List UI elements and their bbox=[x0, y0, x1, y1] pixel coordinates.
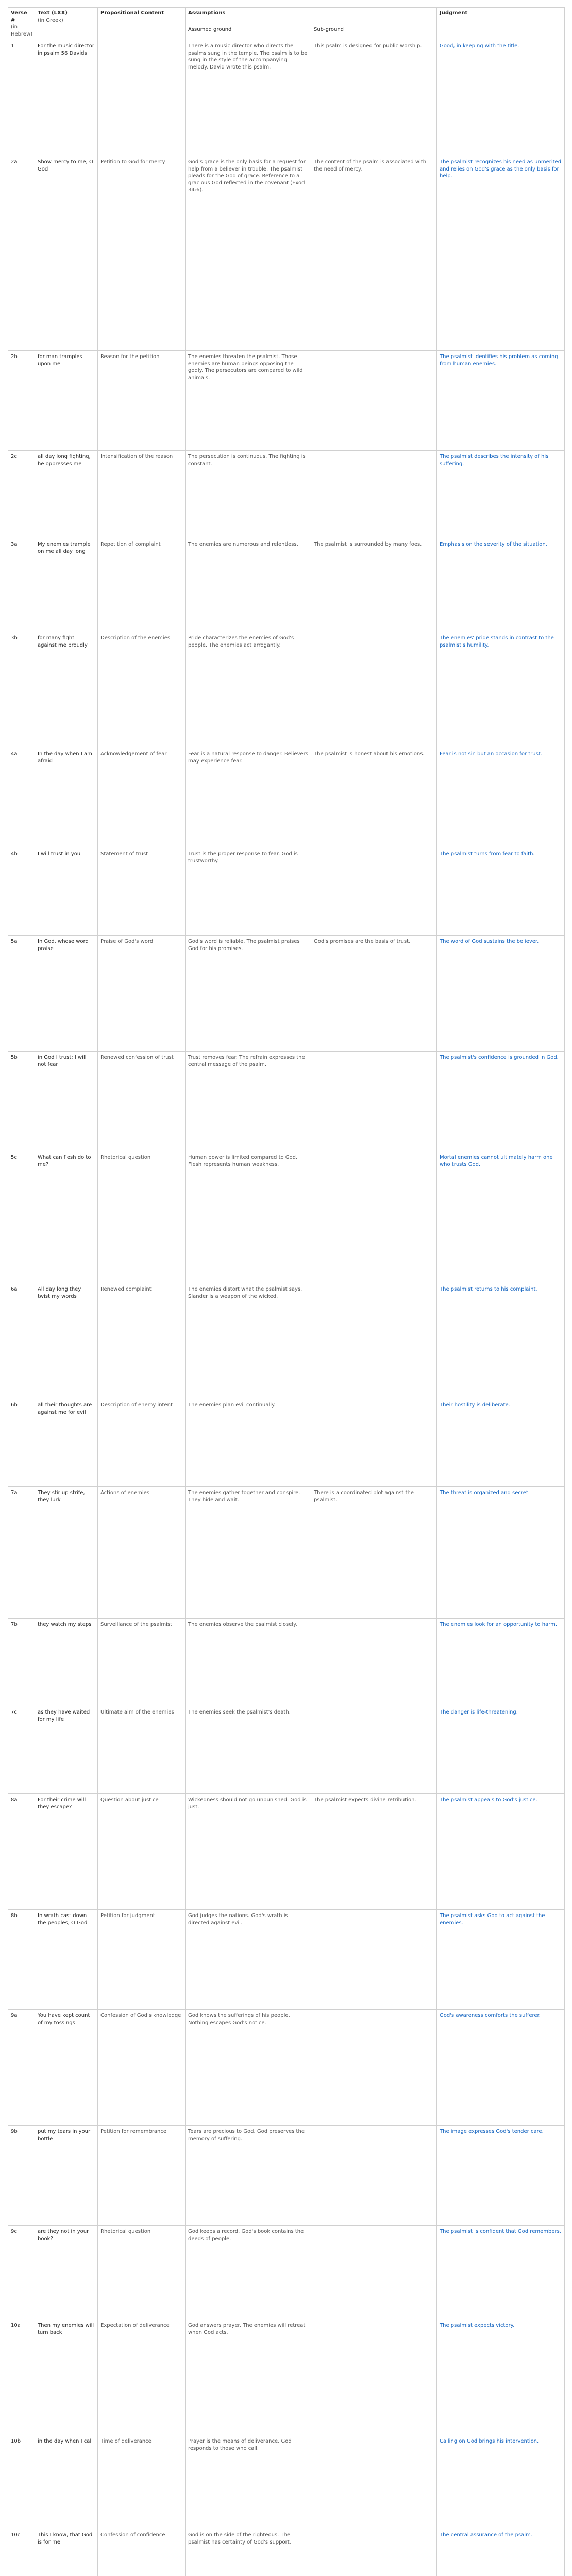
cell-assumed-ground: The enemies gather together and conspire. They hide and wait. bbox=[186, 1487, 311, 1619]
cell-propositional: Acknowledgement of fear bbox=[98, 748, 186, 848]
cell-propositional: Description of enemy intent bbox=[98, 1399, 186, 1487]
header-text-label: Text (LXX) bbox=[38, 10, 68, 16]
cell-text: For their crime will they escape? bbox=[35, 1794, 98, 1910]
cell-verse: 6b bbox=[8, 1399, 35, 1487]
cell-text: put my tears in your bottle bbox=[35, 2126, 98, 2226]
cell-text: are they not in your book? bbox=[35, 2226, 98, 2319]
cell-propositional: Time of deliverance bbox=[98, 2435, 186, 2529]
cell-verse: 8a bbox=[8, 1794, 35, 1910]
header-judgment: Judgment bbox=[437, 8, 565, 40]
cell-text: You have kept count of my tossings bbox=[35, 2010, 98, 2126]
cell-verse: 8b bbox=[8, 1910, 35, 2010]
cell-verse: 5c bbox=[8, 1151, 35, 1283]
cell-assumed-ground: The enemies plan evil continually. bbox=[186, 1399, 311, 1487]
table-row bbox=[8, 1619, 565, 1706]
cell-verse: 7a bbox=[8, 1487, 35, 1619]
table-row bbox=[8, 1399, 565, 1487]
cell-text: In wrath cast down the peoples, O God bbox=[35, 1910, 98, 2010]
cell-verse: 7c bbox=[8, 1706, 35, 1794]
cell-assumed-ground: The persecution is continuous. The fighting is constant. bbox=[186, 451, 311, 538]
cell-text: all day long fighting, he oppresses me bbox=[35, 451, 98, 538]
cell-judgment: Good, in keeping with the title. bbox=[437, 40, 565, 156]
cell-judgment: Fear is not sin but an occasion for trust. bbox=[437, 748, 565, 848]
table-header bbox=[8, 8, 565, 40]
cell-verse: 7b bbox=[8, 1619, 35, 1706]
cell-sub-ground bbox=[311, 2319, 437, 2435]
cell-assumed-ground: The enemies threaten the psalmist. Those enemies are human beings opposing the godly. The persecutors are compared to wild animals. bbox=[186, 351, 311, 451]
cell-propositional: Repetition of complaint bbox=[98, 538, 186, 632]
cell-text: in the day when I call bbox=[35, 2435, 98, 2529]
cell-judgment: The central assurance of the psalm. bbox=[437, 2529, 565, 2576]
cell-verse: 2a bbox=[8, 156, 35, 351]
header-sub-ground: Sub-ground bbox=[311, 24, 437, 40]
cell-assumed-ground: There is a music director who directs the psalms sung in the temple. The psalm is to be sung in the style of the accompanying melody. David wrote this psalm. bbox=[186, 40, 311, 156]
cell-judgment: The psalmist recognizes his need as unmerited and relies on God's grace as the only basis for help. bbox=[437, 156, 565, 351]
cell-assumed-ground: God answers prayer. The enemies will retreat when God acts. bbox=[186, 2319, 311, 2435]
cell-judgment: The psalmist returns to his complaint. bbox=[437, 1283, 565, 1399]
cell-judgment: Calling on God brings his intervention. bbox=[437, 2435, 565, 2529]
cell-propositional: Petition for remembrance bbox=[98, 2126, 186, 2226]
cell-propositional: Reason for the petition bbox=[98, 351, 186, 451]
cell-verse: 9b bbox=[8, 2126, 35, 2226]
cell-sub-ground: The psalmist expects divine retribution. bbox=[311, 1794, 437, 1910]
cell-propositional bbox=[98, 40, 186, 156]
cell-judgment: The psalmist is confident that God remembers. bbox=[437, 2226, 565, 2319]
cell-sub-ground bbox=[311, 1619, 437, 1706]
cell-propositional: Expectation of deliverance bbox=[98, 2319, 186, 2435]
cell-text: in God I trust; I will not fear bbox=[35, 1052, 98, 1151]
cell-text: This I know, that God is for me bbox=[35, 2529, 98, 2576]
cell-judgment: The psalmist turns from fear to faith. bbox=[437, 848, 565, 936]
cell-propositional: Confession of God's knowledge bbox=[98, 2010, 186, 2126]
cell-sub-ground bbox=[311, 848, 437, 936]
cell-judgment: The threat is organized and secret. bbox=[437, 1487, 565, 1619]
table-row bbox=[8, 451, 565, 538]
cell-sub-ground bbox=[311, 1151, 437, 1283]
cell-text: I will trust in you bbox=[35, 848, 98, 936]
cell-verse: 2b bbox=[8, 351, 35, 451]
cell-propositional: Description of the enemies bbox=[98, 632, 186, 748]
table-row bbox=[8, 40, 565, 156]
cell-verse: 1 bbox=[8, 40, 35, 156]
table-row bbox=[8, 1052, 565, 1151]
cell-sub-ground: This psalm is designed for public worship. bbox=[311, 40, 437, 156]
table-row bbox=[8, 748, 565, 848]
cell-assumed-ground: God knows the sufferings of his people. Nothing escapes God's notice. bbox=[186, 2010, 311, 2126]
header-text-sub: (in Greek) bbox=[38, 17, 63, 23]
cell-sub-ground: The psalmist is surrounded by many foes. bbox=[311, 538, 437, 632]
cell-verse: 5b bbox=[8, 1052, 35, 1151]
cell-text: They stir up strife, they lurk bbox=[35, 1487, 98, 1619]
header-assumptions: Assumptions bbox=[186, 8, 437, 24]
cell-propositional: Praise of God's word bbox=[98, 936, 186, 1052]
cell-assumed-ground: Human power is limited compared to God. Flesh represents human weakness. bbox=[186, 1151, 311, 1283]
cell-text: for many fight against me proudly bbox=[35, 632, 98, 748]
cell-verse: 10c bbox=[8, 2529, 35, 2576]
cell-assumed-ground: Tears are precious to God. God preserves the memory of suffering. bbox=[186, 2126, 311, 2226]
cell-assumed-ground: God judges the nations. God's wrath is directed against evil. bbox=[186, 1910, 311, 2010]
cell-propositional: Statement of trust bbox=[98, 848, 186, 936]
cell-judgment: Their hostility is deliberate. bbox=[437, 1399, 565, 1487]
header-assumed-ground: Assumed ground bbox=[186, 24, 311, 40]
cell-assumed-ground: Pride characterizes the enemies of God's people. The enemies act arrogantly. bbox=[186, 632, 311, 748]
table-body bbox=[8, 40, 565, 2576]
cell-judgment: The psalmist identifies his problem as coming from human enemies. bbox=[437, 351, 565, 451]
cell-sub-ground bbox=[311, 1706, 437, 1794]
cell-propositional: Confession of confidence bbox=[98, 2529, 186, 2576]
table-row bbox=[8, 2319, 565, 2435]
cell-judgment: The psalmist appeals to God's justice. bbox=[437, 1794, 565, 1910]
cell-judgment: The psalmist expects victory. bbox=[437, 2319, 565, 2435]
cell-judgment: The word of God sustains the believer. bbox=[437, 936, 565, 1052]
cell-propositional: Ultimate aim of the enemies bbox=[98, 1706, 186, 1794]
cell-propositional: Renewed complaint bbox=[98, 1283, 186, 1399]
cell-verse: 9a bbox=[8, 2010, 35, 2126]
table-row bbox=[8, 2226, 565, 2319]
cell-judgment: The danger is life-threatening. bbox=[437, 1706, 565, 1794]
cell-verse: 4b bbox=[8, 848, 35, 936]
cell-assumed-ground: The enemies are numerous and relentless. bbox=[186, 538, 311, 632]
cell-sub-ground bbox=[311, 1910, 437, 2010]
cell-sub-ground bbox=[311, 1283, 437, 1399]
cell-sub-ground: God's promises are the basis of trust. bbox=[311, 936, 437, 1052]
cell-sub-ground bbox=[311, 1052, 437, 1151]
cell-judgment: Mortal enemies cannot ultimately harm one who trusts God. bbox=[437, 1151, 565, 1283]
cell-verse: 3b bbox=[8, 632, 35, 748]
cell-sub-ground: There is a coordinated plot against the psalmist. bbox=[311, 1487, 437, 1619]
cell-assumed-ground: God's grace is the only basis for a request for help from a believer in trouble. The psalmist pleads for the God of grace. Reference to a gracious God reflected in the covenant (Exod 34:6). bbox=[186, 156, 311, 351]
cell-sub-ground: The psalmist is honest about his emotions. bbox=[311, 748, 437, 848]
cell-propositional: Petition to God for mercy bbox=[98, 156, 186, 351]
cell-sub-ground: The content of the psalm is associated with the need of mercy. bbox=[311, 156, 437, 351]
cell-sub-ground bbox=[311, 2226, 437, 2319]
table-row bbox=[8, 1794, 565, 1910]
cell-assumed-ground: The enemies distort what the psalmist says. Slander is a weapon of the wicked. bbox=[186, 1283, 311, 1399]
table-row bbox=[8, 1487, 565, 1619]
cell-verse: 6a bbox=[8, 1283, 35, 1399]
table-row bbox=[8, 351, 565, 451]
cell-verse: 9c bbox=[8, 2226, 35, 2319]
table-row bbox=[8, 538, 565, 632]
cell-propositional: Rhetorical question bbox=[98, 2226, 186, 2319]
cell-assumed-ground: The enemies observe the psalmist closely. bbox=[186, 1619, 311, 1706]
cell-propositional: Surveillance of the psalmist bbox=[98, 1619, 186, 1706]
table-row bbox=[8, 936, 565, 1052]
table-row bbox=[8, 1151, 565, 1283]
cell-verse: 10b bbox=[8, 2435, 35, 2529]
cell-judgment: The image expresses God's tender care. bbox=[437, 2126, 565, 2226]
cell-judgment: The psalmist asks God to act against the enemies. bbox=[437, 1910, 565, 2010]
cell-judgment: The psalmist's confidence is grounded in God. bbox=[437, 1052, 565, 1151]
cell-judgment: The psalmist describes the intensity of his suffering. bbox=[437, 451, 565, 538]
cell-propositional: Actions of enemies bbox=[98, 1487, 186, 1619]
cell-sub-ground bbox=[311, 2529, 437, 2576]
cell-text: for man tramples upon me bbox=[35, 351, 98, 451]
cell-propositional: Intensification of the reason bbox=[98, 451, 186, 538]
cell-text: For the music director in psalm 56 Davids bbox=[35, 40, 98, 156]
cell-sub-ground bbox=[311, 2010, 437, 2126]
cell-assumed-ground: Trust is the proper response to fear. God is trustworthy. bbox=[186, 848, 311, 936]
cell-assumed-ground: The enemies seek the psalmist's death. bbox=[186, 1706, 311, 1794]
table-row bbox=[8, 2529, 565, 2576]
cell-text: Then my enemies will turn back bbox=[35, 2319, 98, 2435]
header-text bbox=[35, 8, 98, 40]
cell-sub-ground bbox=[311, 1399, 437, 1487]
header-propositional: Propositional Content bbox=[98, 8, 186, 40]
cell-sub-ground bbox=[311, 2126, 437, 2226]
cell-verse: 3a bbox=[8, 538, 35, 632]
header-verse bbox=[8, 8, 35, 40]
cell-propositional: Rhetorical question bbox=[98, 1151, 186, 1283]
table-row bbox=[8, 2435, 565, 2529]
cell-text: In the day when I am afraid bbox=[35, 748, 98, 848]
cell-propositional: Renewed confession of trust bbox=[98, 1052, 186, 1151]
cell-assumed-ground: God is on the side of the righteous. The psalmist has certainty of God's support. bbox=[186, 2529, 311, 2576]
cell-verse: 10a bbox=[8, 2319, 35, 2435]
cell-judgment: The enemies look for an opportunity to harm. bbox=[437, 1619, 565, 1706]
cell-sub-ground bbox=[311, 632, 437, 748]
cell-text: My enemies trample on me all day long bbox=[35, 538, 98, 632]
cell-assumed-ground: God's word is reliable. The psalmist praises God for his promises. bbox=[186, 936, 311, 1052]
document-page bbox=[8, 0, 564, 2576]
table-row bbox=[8, 2126, 565, 2226]
cell-text: all their thoughts are against me for evil bbox=[35, 1399, 98, 1487]
cell-text: they watch my steps bbox=[35, 1619, 98, 1706]
analysis-table bbox=[8, 7, 565, 2576]
table-row bbox=[8, 1706, 565, 1794]
cell-sub-ground bbox=[311, 2435, 437, 2529]
table-row bbox=[8, 2010, 565, 2126]
table-row bbox=[8, 156, 565, 351]
cell-text: All day long they twist my words bbox=[35, 1283, 98, 1399]
table-row bbox=[8, 848, 565, 936]
cell-assumed-ground: Trust removes fear. The refrain expresses the central message of the psalm. bbox=[186, 1052, 311, 1151]
header-verse-sub: (in Hebrew) bbox=[11, 24, 33, 37]
cell-text: as they have waited for my life bbox=[35, 1706, 98, 1794]
cell-sub-ground bbox=[311, 351, 437, 451]
header-verse-label: Verse # bbox=[11, 10, 27, 23]
cell-verse: 5a bbox=[8, 936, 35, 1052]
cell-propositional: Petition for judgment bbox=[98, 1910, 186, 2010]
table-row bbox=[8, 1910, 565, 2010]
cell-judgment: God's awareness comforts the sufferer. bbox=[437, 2010, 565, 2126]
table-row bbox=[8, 1283, 565, 1399]
cell-propositional: Question about justice bbox=[98, 1794, 186, 1910]
cell-judgment: Emphasis on the severity of the situation. bbox=[437, 538, 565, 632]
table-row bbox=[8, 632, 565, 748]
cell-text: In God, whose word I praise bbox=[35, 936, 98, 1052]
cell-verse: 2c bbox=[8, 451, 35, 538]
cell-assumed-ground: Prayer is the means of deliverance. God responds to those who call. bbox=[186, 2435, 311, 2529]
cell-judgment: The enemies' pride stands in contrast to the psalmist's humility. bbox=[437, 632, 565, 748]
cell-text: Show mercy to me, O God bbox=[35, 156, 98, 351]
cell-text: What can flesh do to me? bbox=[35, 1151, 98, 1283]
cell-verse: 4a bbox=[8, 748, 35, 848]
cell-sub-ground bbox=[311, 451, 437, 538]
cell-assumed-ground: Fear is a natural response to danger. Believers may experience fear. bbox=[186, 748, 311, 848]
cell-assumed-ground: Wickedness should not go unpunished. God is just. bbox=[186, 1794, 311, 1910]
cell-assumed-ground: God keeps a record. God's book contains the deeds of people. bbox=[186, 2226, 311, 2319]
